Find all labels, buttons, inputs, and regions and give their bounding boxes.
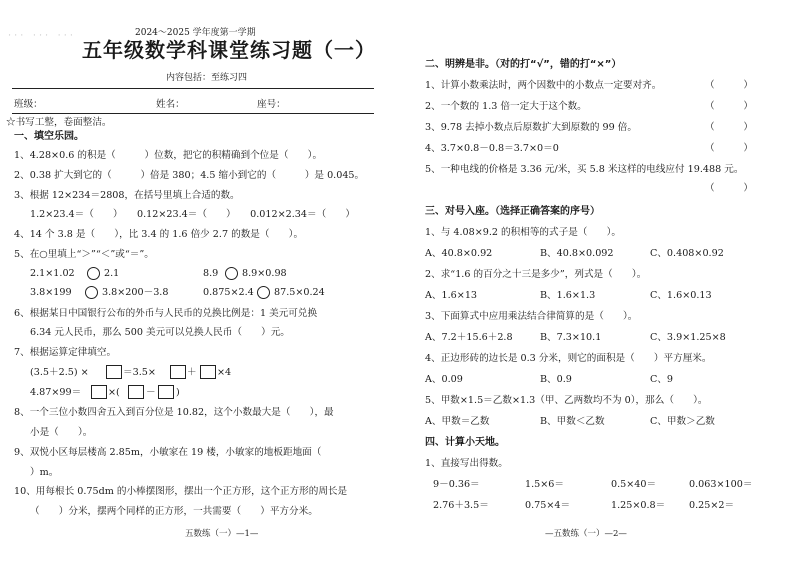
q10: 10、用每根长 0.75dm 的小棒摆图形，摆出一个正方形，这个正方形的周长是: [14, 486, 348, 497]
answer-box[interactable]: [200, 365, 216, 379]
choice-5-b[interactable]: B、甲数＜乙数: [540, 416, 605, 427]
calc-item: 0.063×100＝: [689, 479, 753, 490]
choice-4: 4、正边形砖的边长是 0.3 分米，则它的面积是（ ）平方厘米。: [425, 353, 712, 364]
choice-1-a[interactable]: A、40.8×0.92: [425, 248, 493, 259]
q6-cont: 6.34 元人民币，那么 500 美元可以兑换人民币（ ）元。: [30, 327, 290, 338]
q5-expr-7: 0.875×2.4: [203, 287, 254, 298]
q5-expr-1: 2.1×1.02: [30, 268, 75, 279]
choice-1-c[interactable]: C、0.408×0.92: [650, 248, 724, 259]
judge-4: 4、3.7×0.8－0.8＝3.7×0＝0: [425, 143, 559, 154]
answer-box[interactable]: [128, 385, 144, 399]
answer-box[interactable]: [170, 365, 186, 379]
calc-item: 0.25×2＝: [689, 500, 735, 511]
judge-5: 5、一种电线的价格是 3.36 元/米，买 5.8 米这样的电线应付 19.488 元。: [425, 164, 744, 175]
q7-expr-a3: ＋: [187, 367, 197, 378]
calc-item: 9－0.36＝: [433, 479, 480, 490]
calc-item: 1.5×6＝: [525, 479, 564, 490]
q7-expr-a2: ＝3.5×: [123, 367, 156, 378]
calc-item: 0.75×4＝: [525, 500, 571, 511]
q1: 1、4.28×0.6 的积是（ ）位数，把它的积精确到个位是（ ）。: [14, 150, 323, 161]
choice-3-a[interactable]: A、7.2＋15.6＋2.8: [425, 332, 513, 343]
section-1-heading: 一、填空乐园。: [14, 131, 84, 142]
calc-item: 1.25×0.8＝: [611, 500, 666, 511]
choice-3-c[interactable]: C、3.9×1.25×8: [650, 332, 726, 343]
calc-subheading: 1、直接写出得数。: [425, 458, 508, 469]
q4: 4、14 个 3.8 是（ ），比 3.4 的 1.6 倍少 2.7 的数是（ ）。: [14, 229, 304, 240]
school-year: 2024～2025 学年度第一学期: [135, 28, 256, 38]
page-right: [397, 0, 794, 561]
calc-item: 2.76＋3.5＝: [433, 500, 489, 511]
q7: 7、根据运算定律填空。: [14, 347, 117, 358]
calc-item: 0.5×40＝: [611, 479, 657, 490]
q5-expr-5: 3.8×199: [30, 287, 72, 298]
q5-expr-6: 3.8×200－3.8: [102, 287, 169, 298]
choice-2-b[interactable]: B、1.6×1.3: [540, 290, 596, 301]
answer-paren[interactable]: （ ）: [705, 101, 753, 112]
q9-cont: ）m。: [30, 467, 59, 478]
q3-parts: 1.2×23.4＝（ ） 0.12×23.4＝（ ） 0.012×2.34＝（ ）: [30, 209, 355, 220]
q5-expr-4: 8.9×0.98: [242, 268, 287, 279]
section-2-heading: 二、明辨是非。（对的打“√”，错的打“×”）: [425, 59, 622, 70]
compare-circle[interactable]: [225, 267, 238, 280]
q5-expr-2: 2.1: [104, 268, 120, 279]
name-field: 姓名：: [156, 99, 185, 110]
choice-5-a[interactable]: A、甲数＝乙数: [425, 416, 490, 427]
class-field: 班级：: [14, 99, 43, 110]
answer-paren[interactable]: （ ）: [705, 80, 753, 91]
choice-3: 3、下面算式中应用乘法结合律简算的是（ ）。: [425, 311, 638, 322]
answer-paren[interactable]: （ ）: [705, 143, 753, 154]
answer-box[interactable]: [106, 365, 122, 379]
page-footer-left: 五数练（一）—1—: [185, 529, 259, 539]
q8: 8、一个三位小数四舍五入到百分位是 10.82，这个小数最大是（ ），最: [14, 407, 334, 418]
q7-expr-a4: ×4: [217, 367, 232, 378]
answer-paren[interactable]: （ ）: [705, 122, 753, 133]
q5-expr-3: 8.9: [203, 268, 219, 279]
q7-expr-b2: ×(: [108, 387, 120, 398]
header-rule: [12, 88, 374, 89]
compare-circle[interactable]: [85, 286, 98, 299]
compare-circle[interactable]: [257, 286, 270, 299]
judge-1: 1、计算小数乘法时，两个因数中的小数点一定要对齐。: [425, 80, 662, 91]
q9: 9、双悦小区每层楼高 2.85m，小敏家在 19 楼，小敏家的地板距地面（: [14, 447, 341, 458]
q7-expr-a1: (3.5＋2.5) ×: [30, 367, 89, 378]
q7-expr-b1: 4.87×99＝: [30, 387, 82, 398]
q5-expr-8: 87.5×0.24: [274, 287, 325, 298]
choice-1: 1、与 4.08×9.2 的积相等的式子是（ ）。: [425, 227, 621, 238]
choice-4-b[interactable]: B、0.9: [540, 374, 572, 385]
section-4-heading: 四、计算小天地。: [425, 437, 505, 448]
writing-note: ☆书写工整，卷面整洁。: [6, 117, 112, 128]
choice-4-c[interactable]: C、9: [650, 374, 674, 385]
header-rule-2: [12, 113, 374, 114]
choice-5-c[interactable]: C、甲数＞乙数: [650, 416, 715, 427]
q6: 6、根据某日中国银行公布的外币与人民币的兑换比例是：1 美元可兑换: [14, 308, 318, 319]
page-footer-right: —五数练（一）—2—: [545, 529, 627, 539]
answer-box[interactable]: [158, 385, 174, 399]
compare-circle[interactable]: [87, 267, 100, 280]
choice-2: 2、求“1.6 的百分之十三是多少”，列式是（ ）。: [425, 269, 647, 280]
judge-2: 2、一个数的 1.3 倍一定大于这个数。: [425, 101, 587, 112]
q7-expr-b3: －: [146, 387, 156, 398]
q10-cont: （ ）分米，摆两个同样的正方形，一共需要（ ）平方分米。: [30, 506, 318, 517]
seat-field: 座号：: [257, 99, 286, 110]
q3: 3、根据 12×234＝2808，在括号里填上合适的数。: [14, 190, 240, 201]
q7-expr-b4: ): [176, 387, 180, 398]
page-title: 五年级数学科课堂练习题（一）: [82, 38, 376, 62]
bleed-through-text: · · · · · · · · ·: [8, 30, 73, 41]
answer-paren[interactable]: （ ）: [705, 183, 753, 194]
q2: 2、0.38 扩大到它的（ ）倍是 380；4.5 缩小到它的（ ）是 0.045。: [14, 170, 365, 181]
choice-4-a[interactable]: A、0.09: [425, 374, 463, 385]
q8-cont: 小是（ ）。: [30, 427, 93, 438]
judge-3: 3、9.78 去掉小数点后原数扩大到原数的 99 倍。: [425, 122, 637, 133]
q5: 5、在○里填上“＞”“＜”或“＝”。: [14, 249, 154, 260]
content-scope: 内容包括：至练习四: [166, 73, 248, 83]
choice-5: 5、甲数×1.5＝乙数×1.3（甲、乙两数均不为 0），那么（ ）。: [425, 395, 708, 406]
choice-3-b[interactable]: B、7.3×10.1: [540, 332, 602, 343]
section-3-heading: 三、对号入座。（选择正确答案的序号）: [425, 206, 600, 217]
choice-1-b[interactable]: B、40.8×0.092: [540, 248, 614, 259]
answer-box[interactable]: [91, 385, 107, 399]
choice-2-c[interactable]: C、1.6×0.13: [650, 290, 712, 301]
choice-2-a[interactable]: A、1.6×13: [425, 290, 478, 301]
